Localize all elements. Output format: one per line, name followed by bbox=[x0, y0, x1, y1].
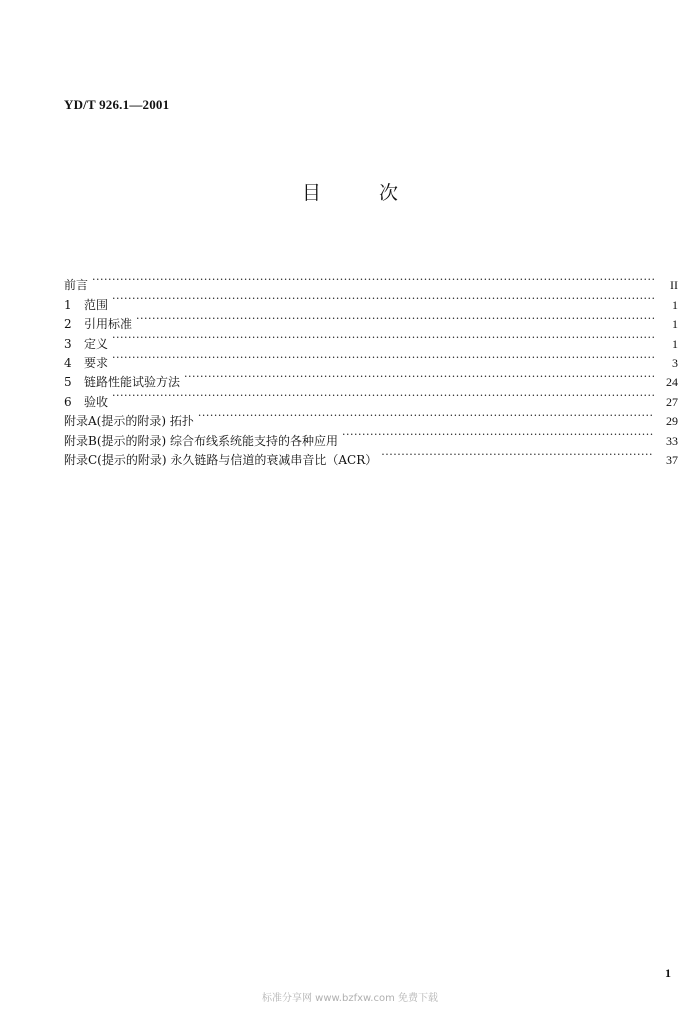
standard-code: YD/T 926.1—2001 bbox=[64, 97, 170, 112]
toc-entry-page: 29 bbox=[666, 414, 678, 429]
toc-dot-leader bbox=[112, 386, 654, 405]
toc-entry-number: 3 bbox=[64, 336, 72, 351]
toc-entry-label: 引用标准 bbox=[84, 317, 133, 332]
watermark-text: 标准分享网 www.bzfxw.com 免费下载 bbox=[262, 993, 438, 1004]
toc-entry-label: 附录B(提示的附录) 综合布线系统能支持的各种应用 bbox=[64, 433, 338, 448]
toc-entry-label: 范围 bbox=[84, 297, 109, 312]
toc-entry-label: 链路性能试验方法 bbox=[84, 375, 181, 390]
toc-entry-page: 3 bbox=[672, 355, 678, 370]
toc-dot-leader bbox=[198, 406, 654, 425]
toc-heading-part1: 目 bbox=[301, 182, 321, 204]
toc-dot-leader bbox=[184, 367, 654, 386]
toc-entry-number: 6 bbox=[64, 394, 72, 409]
toc-dot-leader bbox=[342, 425, 654, 444]
toc-entry-acceptance[interactable] bbox=[64, 386, 678, 409]
toc-heading bbox=[0, 178, 700, 205]
toc-entry-label: 附录C(提示的附录) 永久链路与信道的衰减串音比（ACR） bbox=[64, 452, 378, 467]
toc-heading-part2: 次 bbox=[379, 182, 399, 204]
page-number: 1 bbox=[665, 966, 671, 980]
toc-dot-leader bbox=[136, 309, 654, 328]
toc-entry-requirements[interactable] bbox=[64, 348, 678, 370]
toc-entry-page: 37 bbox=[666, 452, 678, 467]
toc-entry-number: 2 bbox=[64, 317, 72, 332]
toc-entry-label: 前言 bbox=[64, 278, 89, 293]
toc-entry-page: 27 bbox=[666, 394, 678, 409]
toc-entry-number: 4 bbox=[64, 355, 72, 370]
toc-entry-normative-references[interactable] bbox=[64, 309, 678, 332]
toc-entry-page: 1 bbox=[672, 297, 678, 312]
toc-entry-number: 5 bbox=[64, 375, 72, 390]
toc-entry-scope[interactable] bbox=[64, 289, 678, 312]
toc-entry-page: 33 bbox=[666, 433, 678, 448]
toc-dot-leader bbox=[112, 328, 654, 347]
toc-entry-foreword[interactable] bbox=[64, 270, 678, 293]
toc-dot-leader bbox=[112, 348, 654, 367]
toc-entry-page: II bbox=[670, 278, 678, 293]
toc-entry-definitions[interactable] bbox=[64, 328, 678, 351]
toc-entry-label: 附录A(提示的附录) 拓扑 bbox=[64, 414, 194, 429]
table-of-contents bbox=[64, 270, 678, 467]
toc-entry-label: 要求 bbox=[84, 355, 109, 370]
toc-entry-number: 1 bbox=[64, 297, 72, 312]
toc-entry-page: 24 bbox=[666, 375, 678, 390]
toc-entry-label: 定义 bbox=[84, 336, 109, 351]
toc-entry-label: 验收 bbox=[84, 394, 109, 409]
toc-dot-leader bbox=[381, 445, 654, 464]
toc-dot-leader bbox=[92, 270, 654, 289]
toc-entry-page: 1 bbox=[672, 336, 678, 351]
toc-entry-page: 1 bbox=[672, 317, 678, 332]
toc-dot-leader bbox=[112, 289, 654, 308]
toc-entry-annex-a[interactable] bbox=[64, 406, 678, 429]
toc-entry-test-methods[interactable] bbox=[64, 367, 678, 390]
